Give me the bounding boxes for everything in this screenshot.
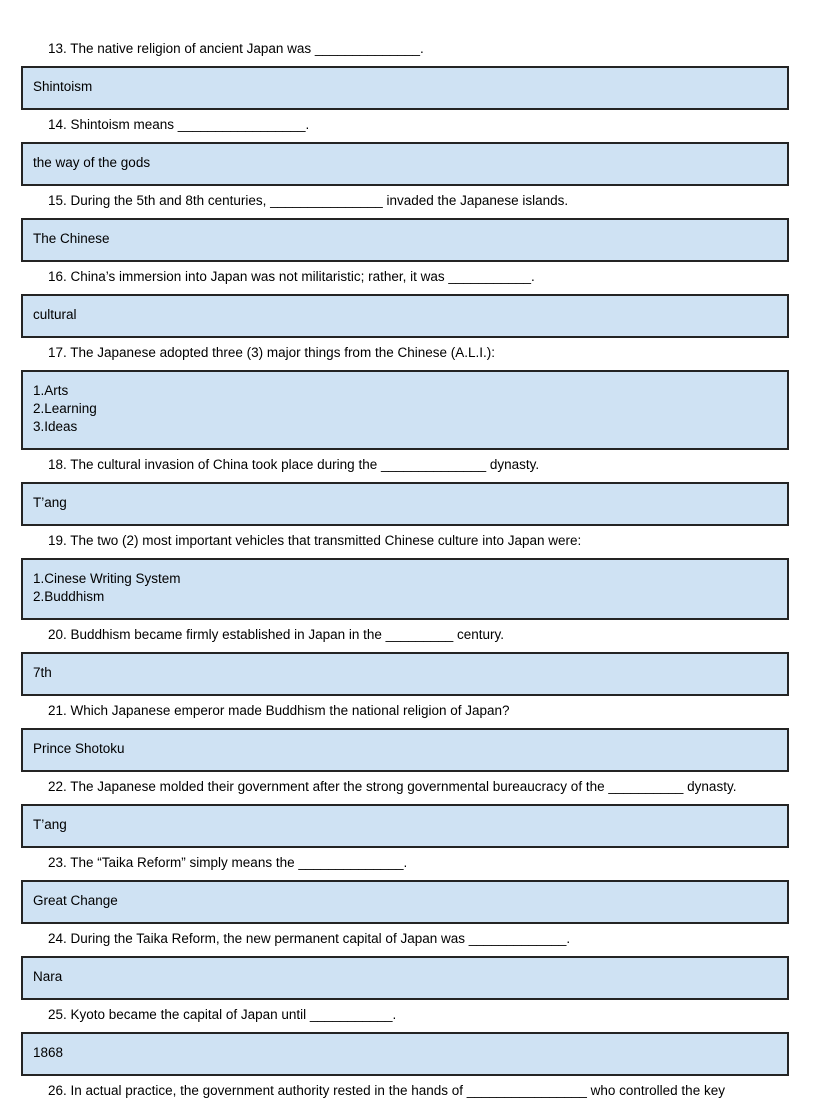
question-text: 26. In actual practice, the government authority rested in the hands of ________________ who controlled the key xyxy=(48,1083,725,1098)
answer-text: Prince Shotoku xyxy=(33,741,125,756)
answer-box[interactable] xyxy=(21,558,789,620)
answer-text: 1.Arts xyxy=(33,383,69,398)
question-text: 19. The two (2) most important vehicles that transmitted Chinese culture into Japan were: xyxy=(48,533,582,548)
answer-text: cultural xyxy=(33,307,77,322)
answer-text: The Chinese xyxy=(33,231,110,246)
question-answer-item xyxy=(21,702,828,772)
answer-box[interactable] xyxy=(21,804,789,848)
question-text: 25. Kyoto became the capital of Japan until ___________. xyxy=(48,1007,397,1022)
question-answer-item xyxy=(21,854,828,924)
answer-box[interactable] xyxy=(21,482,789,526)
question-text: 20. Buddhism became firmly established in Japan in the _________ century. xyxy=(48,627,505,642)
answer-box[interactable] xyxy=(21,1032,789,1076)
answer-box[interactable] xyxy=(21,142,789,186)
answer-text: 2.Learning xyxy=(33,401,97,416)
question-answer-item xyxy=(21,532,828,620)
question-answer-item xyxy=(21,192,828,262)
answer-text: Great Change xyxy=(33,893,118,908)
question-text: 17. The Japanese adopted three (3) major things from the Chinese (A.L.I.): xyxy=(48,345,495,360)
answer-box[interactable] xyxy=(21,66,789,110)
answer-text: 1868 xyxy=(33,1045,64,1060)
question-answer-item xyxy=(21,40,828,110)
worksheet-items xyxy=(21,40,828,1100)
answer-text: Shintoism xyxy=(33,79,93,94)
answer-box[interactable] xyxy=(21,728,789,772)
question-text: 22. The Japanese molded their government after the strong governmental bureaucracy of the __________ dynasty. xyxy=(48,779,737,794)
answer-box[interactable] xyxy=(21,370,789,450)
answer-box[interactable] xyxy=(21,956,789,1000)
answer-text: 1.Cinese Writing System xyxy=(33,571,181,586)
question-text: 23. The “Taika Reform” simply means the ______________. xyxy=(48,855,408,870)
question-text: 15. During the 5th and 8th centuries, _______________ invaded the Japanese islands. xyxy=(48,193,569,208)
question-answer-item xyxy=(21,344,828,450)
question-answer-item xyxy=(21,778,828,848)
answer-box[interactable] xyxy=(21,294,789,338)
question-text: 16. China’s immersion into Japan was not militaristic; rather, it was ___________. xyxy=(48,269,535,284)
answer-text: 3.Ideas xyxy=(33,419,78,434)
answer-text: T’ang xyxy=(33,817,67,832)
question-text: 14. Shintoism means _________________. xyxy=(48,117,310,132)
question-text: 24. During the Taika Reform, the new permanent capital of Japan was _____________. xyxy=(48,931,571,946)
question-answer-item xyxy=(21,1082,828,1100)
answer-text: 2.Buddhism xyxy=(33,589,105,604)
answer-text: the way of the gods xyxy=(33,155,151,170)
question-answer-item xyxy=(21,626,828,696)
answer-box[interactable] xyxy=(21,652,789,696)
answer-text: 7th xyxy=(33,665,52,680)
question-answer-item xyxy=(21,456,828,526)
question-text: 13. The native religion of ancient Japan was ______________. xyxy=(48,41,424,56)
answer-text: T’ang xyxy=(33,495,67,510)
answer-box[interactable] xyxy=(21,880,789,924)
answer-text: Nara xyxy=(33,969,63,984)
question-answer-item xyxy=(21,116,828,186)
answer-box[interactable] xyxy=(21,218,789,262)
question-text: 21. Which Japanese emperor made Buddhism the national religion of Japan? xyxy=(48,703,510,718)
question-answer-item xyxy=(21,1006,828,1076)
question-answer-item xyxy=(21,930,828,1000)
question-answer-item xyxy=(21,268,828,338)
question-text: 18. The cultural invasion of China took place during the ______________ dynasty. xyxy=(48,457,540,472)
